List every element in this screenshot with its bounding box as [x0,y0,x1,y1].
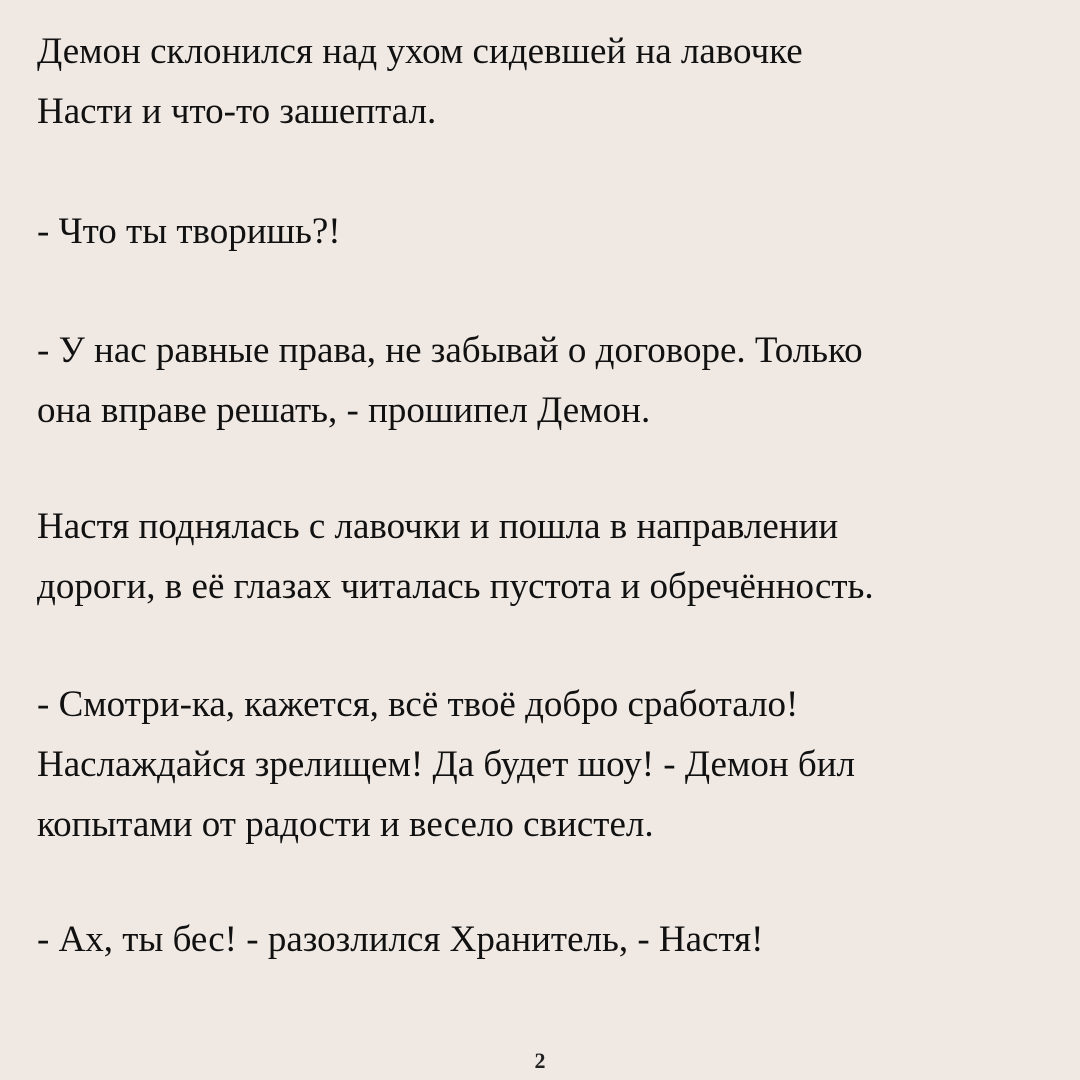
text-line: - Смотри-ка, кажется, всё твоё добро сработало! [37,684,799,725]
text-line: Насти и что-то зашептал. [37,91,437,132]
text-line: она вправе решать, - прошипел Демон. [37,390,651,431]
text-line: Наслаждайся зрелищем! Да будет шоу! - Демон бил [37,744,856,785]
paragraph-1 [37,22,1047,142]
page-number: 2 [534,1048,546,1073]
text-line: - У нас равные права, не забывай о договоре. Только [37,330,863,371]
paragraph-6 [37,910,1047,970]
text-line: Настя поднялась с лавочки и пошла в направлении [37,506,839,547]
text-line: - Что ты творишь?! [37,211,341,252]
paragraph-3 [37,321,1047,441]
paragraph-2 [37,202,1047,262]
text-line: дороги, в её глазах читалась пустота и обречённость. [37,566,874,607]
text-line: Демон склонился над ухом сидевшей на лавочке [37,31,803,72]
text-line: копытами от радости и весело свистел. [37,804,654,845]
text-line: - Ах, ты бес! - разозлился Хранитель, - Настя! [37,919,764,960]
paragraph-4 [37,497,1047,617]
paragraph-5 [37,675,1047,855]
